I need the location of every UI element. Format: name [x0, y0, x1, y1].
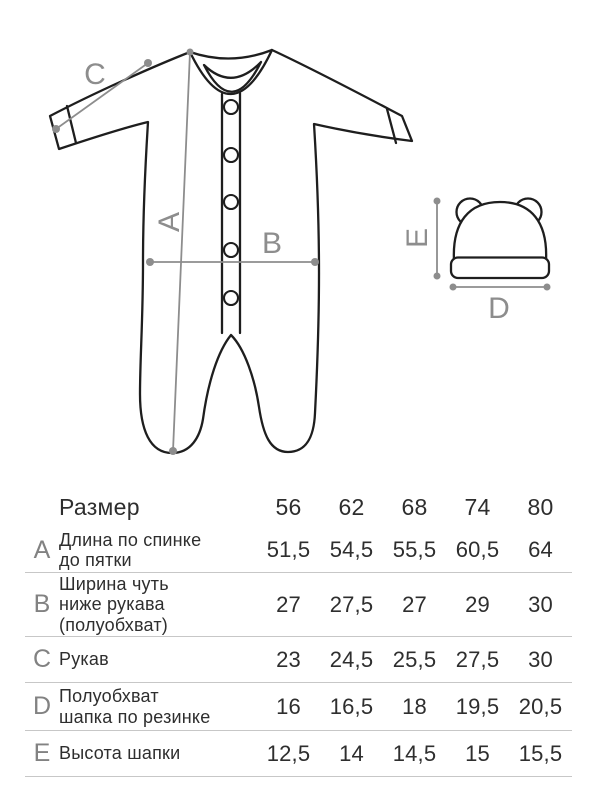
- measure-endpoint-dot: [52, 125, 60, 133]
- measurement-value: 24,5: [329, 646, 374, 672]
- measurement-label-line: Полуобхват: [59, 686, 159, 707]
- measurement-label: [59, 649, 257, 669]
- size-column-header: 74: [464, 494, 491, 520]
- row-letter: C: [32, 645, 52, 673]
- measurement-value: 16,5: [329, 693, 374, 719]
- size-column-header: 68: [401, 494, 428, 520]
- measurement-value: 64: [528, 537, 553, 562]
- measure-endpoint-dot: [450, 284, 457, 291]
- marker-e-label: E: [401, 227, 434, 249]
- measurement-label: [59, 530, 257, 570]
- measurement-label-line: Длина по спинке: [59, 529, 202, 550]
- measurement-value: 25,5: [392, 646, 437, 672]
- measurement-value: 27: [402, 591, 427, 617]
- measurement-label: [59, 574, 257, 634]
- size-table: [25, 487, 572, 777]
- measure-endpoint-dot: [187, 49, 194, 56]
- measurement-value: 27: [276, 591, 301, 617]
- measure-endpoint-dot: [146, 258, 154, 266]
- measurement-value: 27,5: [455, 646, 500, 672]
- measurement-value: 14,5: [392, 740, 437, 766]
- marker-d-label: D: [488, 292, 510, 325]
- hat-drawing: [451, 199, 549, 279]
- measure-endpoint-dot: [544, 284, 551, 291]
- measurement-value: 19,5: [455, 693, 500, 719]
- measurement-value: 23: [276, 646, 301, 672]
- measurement-value: 16: [276, 693, 301, 719]
- measurement-label-line: Высота шапки: [59, 743, 181, 764]
- measurement-value: 60,5: [455, 537, 500, 562]
- marker-b-label: B: [261, 227, 283, 260]
- measurement-value: 51,5: [266, 537, 311, 562]
- measurement-label-line: шапка по резинке: [59, 706, 211, 727]
- measurement-value: 30: [528, 646, 553, 672]
- hat-brim: [451, 258, 549, 279]
- measurement-value: 30: [528, 591, 553, 617]
- table-row-b: [25, 573, 572, 637]
- size-column-header: 56: [275, 494, 302, 520]
- row-letter: E: [33, 739, 51, 767]
- measurement-label-line: (полуобхват): [59, 614, 168, 635]
- measurement-value: 27,5: [329, 591, 374, 617]
- table-row-d: [25, 683, 572, 731]
- measurement-label-line: ниже рукава: [59, 594, 165, 615]
- table-row-c: [25, 637, 572, 683]
- measurement-label-line: Рукав: [59, 649, 109, 670]
- row-letter: D: [32, 692, 52, 720]
- measure-endpoint-dot: [169, 447, 177, 455]
- onesie-drawing: [50, 50, 412, 453]
- measurement-value: 29: [465, 591, 490, 617]
- row-letter: B: [33, 590, 51, 618]
- measure-endpoint-dot: [311, 258, 319, 266]
- measure-endpoint-dot: [434, 198, 441, 205]
- row-letter: A: [33, 535, 51, 564]
- marker-a-label: A: [153, 211, 186, 233]
- measurement-label: [59, 686, 257, 726]
- measurement-value: 14: [339, 740, 364, 766]
- measure-endpoint-dot: [434, 273, 441, 280]
- table-row-e: [25, 731, 572, 777]
- measurement-value: 15,5: [518, 740, 563, 766]
- measurement-value: 54,5: [329, 537, 374, 562]
- marker-c-label: C: [84, 58, 106, 91]
- measurement-value: 15: [465, 740, 490, 766]
- onesie-body-outline: [50, 50, 412, 453]
- table-title: Размер: [59, 493, 140, 520]
- measurement-value: 12,5: [266, 740, 311, 766]
- measurement-value: 20,5: [518, 693, 563, 719]
- table-header-row: [25, 487, 572, 528]
- measurement-label-line: до пятки: [59, 550, 132, 570]
- table-row-a: [25, 528, 572, 573]
- measurement-value: 18: [402, 693, 427, 719]
- measurement-label-line: Ширина чуть: [59, 574, 169, 595]
- measure-endpoint-dot: [144, 59, 152, 67]
- measurement-label: [59, 743, 257, 763]
- measurement-value: 55,5: [392, 537, 437, 562]
- size-column-header: 62: [338, 494, 365, 520]
- size-column-header: 80: [527, 494, 554, 520]
